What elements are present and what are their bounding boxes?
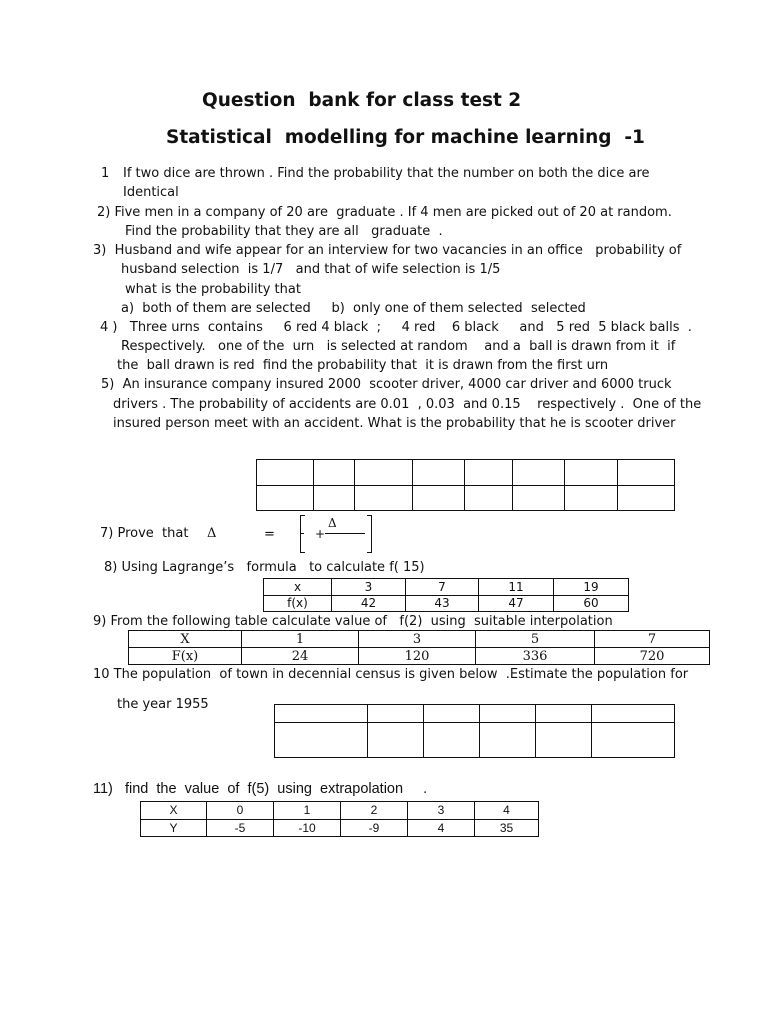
table-cell bbox=[355, 485, 413, 511]
table-cell: 3 bbox=[408, 802, 475, 820]
q1-line1: If two dice are thrown . Find the probability that the number on both the dice are bbox=[123, 166, 650, 181]
table-cell: 2 bbox=[341, 802, 408, 820]
table-cell: 1 bbox=[274, 802, 341, 820]
q9-text: 9) From the following table calculate value of f(2) using suitable interpolation bbox=[93, 614, 613, 629]
table-cell bbox=[480, 705, 536, 723]
table-cell: 47 bbox=[479, 595, 554, 612]
table-cell bbox=[368, 723, 424, 758]
table-cell: -10 bbox=[274, 819, 341, 837]
table-cell bbox=[592, 705, 675, 723]
q3-line1: 3) Husband and wife appear for an interview for two vacancies in an office probability of bbox=[93, 243, 682, 258]
table-cell: 3 bbox=[359, 631, 476, 648]
q7-fraction-numerator: Δ bbox=[328, 516, 337, 530]
table-cell bbox=[275, 723, 368, 758]
q10-empty-table bbox=[274, 704, 675, 758]
table-cell bbox=[565, 485, 618, 511]
q4-line2: Respectively. one of the urn is selected at random and a ball is drawn from it if bbox=[121, 339, 676, 354]
table-cell bbox=[480, 723, 536, 758]
table-row bbox=[264, 595, 629, 612]
q8-table bbox=[263, 578, 629, 612]
table-cell bbox=[314, 485, 355, 511]
q4-line3: the ball drawn is red find the probability that it is drawn from the first urn bbox=[117, 358, 609, 373]
page-title: Question bank for class test 2 bbox=[202, 90, 522, 111]
q7-delta-symbol: Δ bbox=[207, 526, 217, 541]
q7-text: 7) Prove that bbox=[100, 526, 189, 541]
table-cell bbox=[465, 485, 513, 511]
table-cell bbox=[565, 460, 618, 486]
table-cell: 24 bbox=[242, 648, 359, 665]
table-cell: 43 bbox=[406, 595, 479, 612]
q1-line2: Identical bbox=[123, 185, 179, 200]
table-row bbox=[141, 802, 539, 820]
q7-equals: = bbox=[264, 527, 275, 542]
table-cell: 60 bbox=[554, 595, 629, 612]
right-bracket bbox=[367, 515, 372, 553]
table-cell bbox=[513, 460, 565, 486]
table-cell bbox=[424, 705, 480, 723]
q5-line3: insured person meet with an accident. What is the probability that he is scooter driver bbox=[113, 416, 676, 431]
table-cell: -9 bbox=[341, 819, 408, 837]
q8-text: 8) Using Lagrange’s formula to calculate f( 15) bbox=[104, 560, 425, 575]
q2-line1: 2) Five men in a company of 20 are graduate . If 4 men are picked out of 20 at random. bbox=[97, 205, 672, 220]
q3-line2: husband selection is 1/7 and that of wife selection is 1/5 bbox=[121, 262, 501, 277]
q3-line3: what is the probability that bbox=[125, 282, 301, 297]
table-cell: X bbox=[129, 631, 242, 648]
q10-line1: 10 The population of town in decennial census is given below .Estimate the population for bbox=[93, 667, 689, 682]
q1-number: 1 bbox=[101, 166, 110, 181]
q7-plus: + bbox=[315, 527, 326, 541]
q3-line4: a) both of them are selected b) only one of them selected selected bbox=[121, 301, 586, 316]
table-row bbox=[141, 819, 539, 837]
q5-line2: drivers . The probability of accidents are 0.01 , 0.03 and 0.15 respectively . One of the bbox=[113, 397, 702, 412]
table-cell: 120 bbox=[359, 648, 476, 665]
table-cell bbox=[275, 705, 368, 723]
table-cell bbox=[513, 485, 565, 511]
table-cell: Y bbox=[141, 819, 207, 837]
table-cell: 4 bbox=[475, 802, 539, 820]
table-cell bbox=[536, 723, 592, 758]
bracket-tick-left bbox=[301, 533, 304, 534]
table-cell bbox=[257, 460, 314, 486]
q7-fraction-bar bbox=[325, 533, 365, 534]
q4-line1: 4 ) Three urns contains 6 red 4 black ; 4 red 6 black and 5 red 5 black balls . bbox=[100, 320, 692, 335]
q10-line2: the year 1955 bbox=[117, 697, 209, 712]
table-cell: -5 bbox=[207, 819, 274, 837]
table-cell: 7 bbox=[406, 579, 479, 596]
table-cell bbox=[618, 460, 675, 486]
table-cell: 11 bbox=[479, 579, 554, 596]
table-cell: 0 bbox=[207, 802, 274, 820]
q2-line2: Find the probability that they are all graduate . bbox=[125, 224, 443, 239]
table-cell: f(x) bbox=[264, 595, 332, 612]
q11-table bbox=[140, 801, 539, 837]
table-cell: x bbox=[264, 579, 332, 596]
table-cell bbox=[355, 460, 413, 486]
table-cell bbox=[618, 485, 675, 511]
left-bracket bbox=[300, 515, 305, 553]
table-cell bbox=[413, 485, 465, 511]
table-cell: 19 bbox=[554, 579, 629, 596]
table-cell: X bbox=[141, 802, 207, 820]
page-subtitle: Statistical modelling for machine learning -1 bbox=[166, 127, 645, 148]
table-cell: 336 bbox=[476, 648, 595, 665]
q11-text: 11) find the value of f(5) using extrapolation . bbox=[93, 781, 428, 797]
table-cell bbox=[465, 460, 513, 486]
table-cell: 4 bbox=[408, 819, 475, 837]
table-cell bbox=[424, 723, 480, 758]
table-cell: 35 bbox=[475, 819, 539, 837]
table-cell: 1 bbox=[242, 631, 359, 648]
table-cell bbox=[413, 460, 465, 486]
table-cell: 720 bbox=[595, 648, 710, 665]
table-cell: 3 bbox=[332, 579, 406, 596]
table-cell bbox=[314, 460, 355, 486]
table-cell bbox=[368, 705, 424, 723]
table-cell bbox=[592, 723, 675, 758]
table-cell: F(x) bbox=[129, 648, 242, 665]
table-row bbox=[129, 631, 710, 648]
table-cell bbox=[536, 705, 592, 723]
table-cell: 42 bbox=[332, 595, 406, 612]
table-cell: 5 bbox=[476, 631, 595, 648]
table-row bbox=[264, 579, 629, 596]
q5-line1: 5) An insurance company insured 2000 scooter driver, 4000 car driver and 6000 truck bbox=[101, 377, 672, 392]
table-cell bbox=[257, 485, 314, 511]
table-row bbox=[129, 648, 710, 665]
q9-table bbox=[128, 630, 710, 665]
table-cell: 7 bbox=[595, 631, 710, 648]
q6-empty-table bbox=[256, 459, 675, 511]
